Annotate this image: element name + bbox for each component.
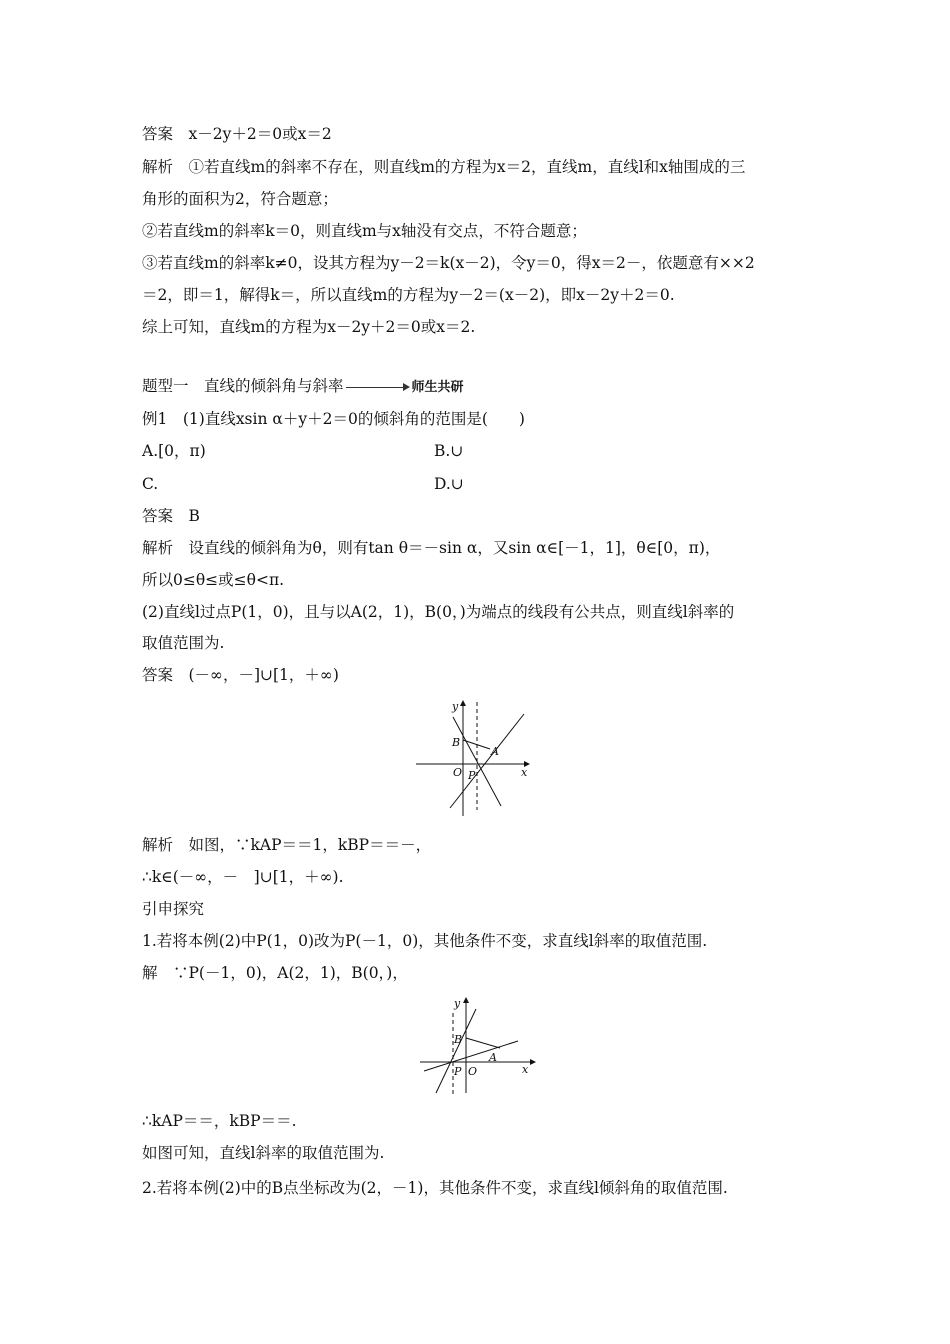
conclusion-line: 综上可知，直线m的方程为x－2y＋2＝0或x＝2. [142, 318, 476, 336]
y-axis-arrow-icon [460, 700, 466, 706]
label-a: A [491, 745, 499, 758]
segment-ab [466, 1038, 500, 1048]
option-a: A.[0，π) [142, 442, 206, 460]
stem-2b: 取值范围为. [142, 634, 225, 652]
label-o: O [453, 766, 463, 779]
option-b: B.∪ [434, 442, 464, 460]
label-o: O [468, 1065, 478, 1078]
label-y: y [454, 997, 461, 1010]
analysis-line-3: ②若直线m的斜率k＝0，则直线m与x轴没有交点，不符合题意； [142, 222, 587, 240]
analysis-2a: 解析 如图，∵kAP＝＝1，kBP＝＝－， [142, 836, 432, 854]
label-x: x [522, 1063, 529, 1076]
extend-heading: 引申探究 [142, 900, 205, 918]
line-bp [436, 1009, 476, 1093]
label-x: x [521, 766, 528, 779]
example-stem: 例1 (1)直线xsin α＋y＋2＝0的倾斜角的范围是( ) [142, 410, 525, 428]
analysis-1a: 解析 设直线的倾斜角为θ，则有tan θ＝－sin α，又sin α∈[－1，1]，θ∈[0，π)， [142, 539, 721, 557]
analysis-2b: ∴k∈(－∞，－ ]∪[1，＋∞). [142, 868, 344, 886]
analysis-line-4: ③若直线m的斜率k≠0，设其方程为y－2＝k(x－2)，令y＝0，得x＝2－，依题意有××2 [142, 254, 755, 272]
y-axis-arrow-icon [463, 997, 469, 1003]
label-y: y [452, 700, 459, 713]
solution-1c: 如图可知，直线l斜率的取值范围为. [142, 1144, 385, 1162]
figure-2 [418, 993, 543, 1097]
label-p: P [468, 769, 476, 782]
analysis-line-1: 解析 ①若直线m的斜率不存在，则直线m的方程为x＝2，直线m，直线l和x轴围成的三 [142, 158, 746, 176]
question-2: 2.若将本例(2)中的B点坐标改为(2，－1)，其他条件不变，求直线l倾斜角的取值范围. [142, 1179, 728, 1197]
option-d: D.∪ [434, 475, 464, 493]
analysis-1b: 所以0≤θ≤或≤θ<π. [142, 571, 285, 589]
answer-line: 答案 x－2y＋2＝0或x＝2 [142, 125, 332, 143]
question-1: 1.若将本例(2)中P(1，0)改为P(－1，0)，其他条件不变，求直线l斜率的取值范围. [142, 932, 708, 950]
label-b: B [454, 1033, 463, 1046]
section-heading [142, 375, 818, 399]
analysis-line-5: ＝2，即＝1，解得k＝，所以直线m的方程为y－2＝(x－2)，即x－2y＋2＝0. [142, 286, 675, 304]
answer-1: 答案 B [142, 507, 200, 525]
solution-1: 解 ∵P(－1，0)，A(2，1)，B(0，)， [142, 964, 408, 982]
arrow-icon [346, 382, 410, 392]
section-tag: 师生共研 [411, 380, 464, 395]
line-ap [450, 714, 524, 808]
option-c: C. [142, 475, 159, 493]
figure-1 [412, 696, 537, 821]
label-a: A [489, 1051, 497, 1064]
answer-2: 答案 (－∞，－]∪[1，＋∞) [142, 666, 339, 684]
analysis-line-2: 角形的面积为2，符合题意； [142, 190, 338, 208]
x-axis-arrow-icon [530, 1059, 536, 1065]
label-b: B [452, 736, 461, 749]
label-p: P [454, 1065, 462, 1078]
section-title: 题型一 直线的倾斜角与斜率 [142, 377, 344, 395]
solution-1b: ∴kAP＝＝，kBP＝＝. [142, 1112, 297, 1130]
stem-2a: (2)直线l过点P(1，0)，且与以A(2，1)，B(0，)为端点的线段有公共点，则直线l斜率的 [142, 603, 735, 621]
